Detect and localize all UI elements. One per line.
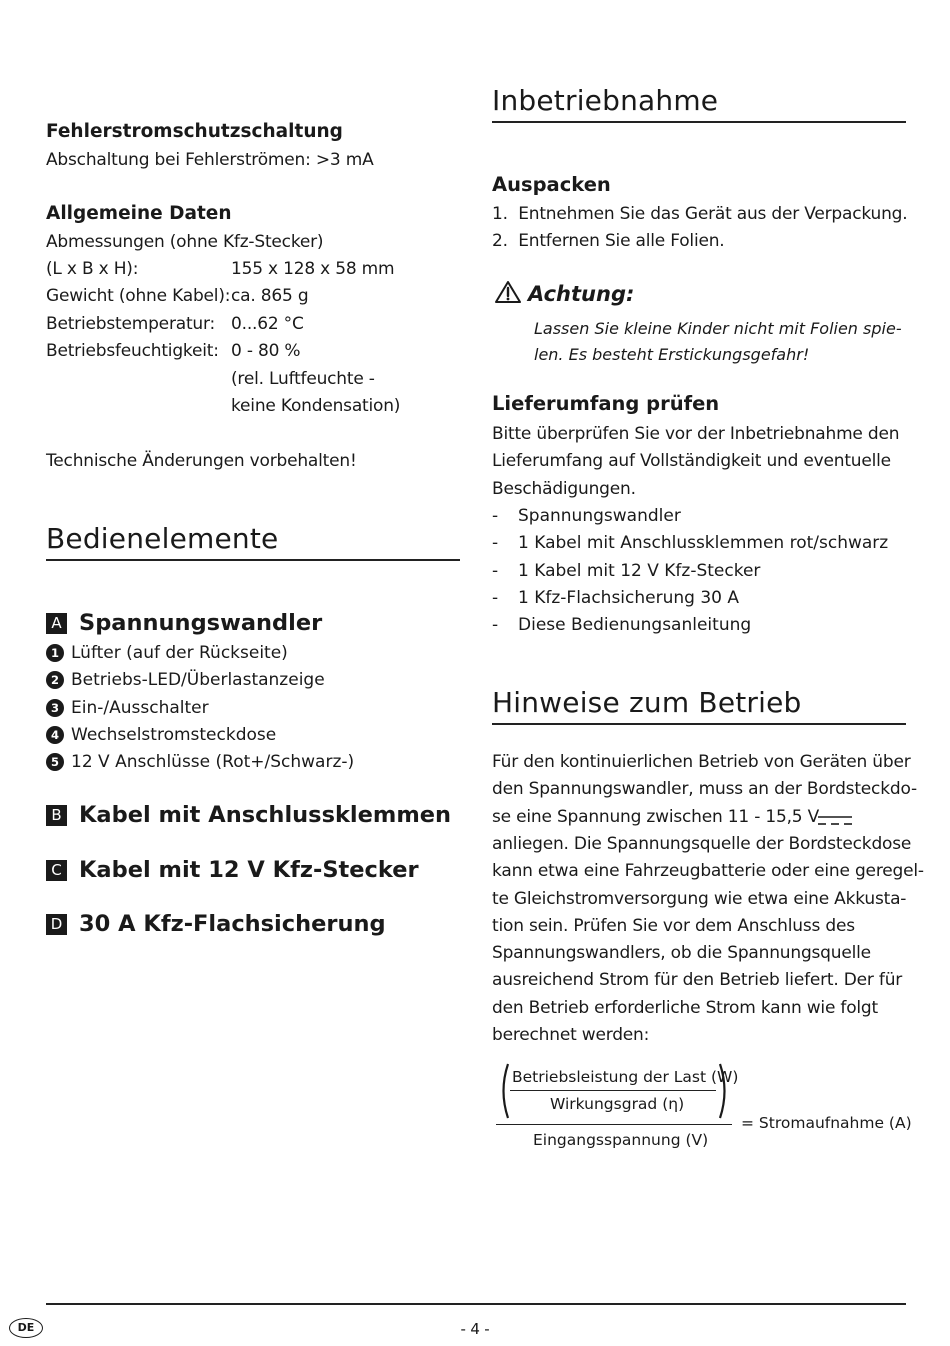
spec-value: 155 x 128 x 58 mm	[231, 259, 395, 279]
check-line: Beschädigungen.	[492, 478, 636, 499]
part-item	[46, 640, 288, 667]
fault-protection-title: Fehlerstromschutzschaltung	[46, 121, 343, 142]
fault-protection-text: Abschaltung bei Fehlerströmen: >3 mA	[46, 150, 374, 170]
spec-key: Gewicht (ohne Kabel):	[46, 286, 231, 307]
operation-line: se eine Spannung zwischen 11 - 15,5 V	[492, 806, 820, 827]
warning-icon	[494, 280, 522, 308]
section-b-label: Kabel mit Anschlussklemmen	[79, 802, 452, 828]
operation-line: berechnet werden:	[492, 1025, 650, 1045]
check-line: Bitte überprüfen Sie vor der Inbetriebnahme den	[492, 424, 900, 444]
section-a-title	[46, 609, 322, 637]
section-c-title	[46, 856, 419, 884]
startup-heading-rule	[492, 121, 906, 123]
contents-label: Spannungswandler	[518, 506, 681, 526]
check-contents-title: Lieferumfang prüfen	[492, 392, 720, 415]
general-data-title: Allgemeine Daten	[46, 203, 232, 224]
formula-denominator: Eingangsspannung (V)	[533, 1131, 709, 1149]
part-label: Betriebs-LED/Überlastanzeige	[71, 670, 325, 691]
section-d-label: 30 A Kfz-Flachsicherung	[79, 911, 386, 937]
unpack-step: 1. Entnehmen Sie das Gerät aus der Verpackung.	[492, 204, 908, 224]
spec-value: ca. 865 g	[231, 286, 309, 307]
operation-line: te Gleichstromversorgung wie etwa eine Akkusta-	[492, 888, 907, 909]
dimensions-label: Abmessungen (ohne Kfz-Stecker)	[46, 232, 324, 252]
operation-line: Für den kontinuierlichen Betrieb von Geräten über	[492, 752, 911, 772]
contents-label: Diese Bedienungsanleitung	[518, 615, 752, 636]
section-c-label: Kabel mit 12 V Kfz-Stecker	[79, 857, 419, 883]
contents-item	[492, 530, 888, 557]
operation-line: Spannungswandlers, ob die Spannungsquelle	[492, 943, 871, 964]
formula-main-fraction-line	[496, 1124, 732, 1125]
footer-rule	[46, 1303, 906, 1305]
section-a-label: Spannungswandler	[79, 610, 323, 636]
formula-inner-fraction-line	[510, 1090, 716, 1091]
operation-line: den Betrieb erforderliche Strom kann wie folgt	[492, 997, 878, 1018]
contents-label: 1 Kfz-Flachsicherung 30 A	[518, 587, 740, 608]
list-dash: -	[492, 533, 499, 554]
section-b-title	[46, 801, 451, 829]
part-label: Ein-/Ausschalter	[71, 697, 209, 718]
operation-line: ausreichend Strom für den Betrieb liefert. Der für	[492, 970, 903, 991]
spec-key: Betriebstemperatur:	[46, 313, 216, 334]
formula-bracket-left	[498, 1062, 510, 1124]
list-dash: -	[492, 506, 499, 526]
language-badge: DE	[9, 1318, 43, 1338]
warning-line: len. Es besteht Erstickungsgefahr!	[534, 345, 810, 364]
formula-result: = Stromaufnahme (A)	[741, 1114, 912, 1132]
contents-item	[492, 612, 751, 639]
spec-key: (L x B x H):	[46, 259, 139, 279]
list-dash: -	[492, 560, 499, 581]
part-number-icon: 5	[46, 753, 64, 771]
section-b-letter: B	[46, 805, 67, 826]
formula-numerator-top: Betriebsleistung der Last (W)	[512, 1068, 739, 1086]
formula-bracket-right	[718, 1062, 730, 1124]
part-number-icon: 1	[46, 644, 64, 662]
contents-item	[492, 585, 739, 612]
section-c-letter: C	[46, 860, 67, 881]
operation-heading-rule	[492, 723, 906, 725]
operation-line: kann etwa eine Fahrzeugbatterie oder eine geregel-	[492, 861, 924, 882]
part-item	[46, 722, 276, 749]
unpack-step: 2. Entfernen Sie alle Folien.	[492, 231, 725, 252]
list-dash: -	[492, 615, 499, 636]
part-item	[46, 667, 325, 694]
startup-heading: Inbetriebnahme	[492, 84, 719, 117]
list-dash: -	[492, 587, 499, 608]
operation-heading: Hinweise zum Betrieb	[492, 686, 802, 719]
contents-item	[492, 558, 760, 585]
contents-label: 1 Kabel mit Anschlussklemmen rot/schwarz	[518, 533, 889, 554]
operation-line: tion sein. Prüfen Sie vor dem Anschluss des	[492, 915, 855, 936]
section-d-letter: D	[46, 914, 67, 935]
technical-changes-note: Technische Änderungen vorbehalten!	[46, 451, 357, 471]
part-item	[46, 749, 354, 776]
formula-numerator-bottom: Wirkungsgrad (η)	[550, 1095, 685, 1113]
part-number-icon: 4	[46, 726, 64, 744]
controls-heading-rule	[46, 559, 460, 561]
operation-line: den Spannungswandler, muss an der Bordsteckdo-	[492, 779, 917, 800]
warning-title: Achtung:	[528, 282, 635, 306]
section-d-title	[46, 910, 386, 938]
part-label: 12 V Anschlüsse (Rot+/Schwarz-)	[71, 752, 355, 773]
contents-item	[492, 503, 681, 530]
spec-key: Betriebsfeuchtigkeit:	[46, 341, 219, 362]
spec-value: 0 - 80 %	[231, 341, 301, 362]
part-number-icon: 2	[46, 671, 64, 689]
page-number: - 4 -	[460, 1320, 490, 1338]
operation-line: anliegen. Die Spannungsquelle der Bordsteckdose	[492, 833, 912, 854]
warning-line: Lassen Sie kleine Kinder nicht mit Folien spie-	[534, 319, 902, 338]
part-label: Lüfter (auf der Rückseite)	[71, 643, 288, 663]
unpack-title: Auspacken	[492, 173, 611, 196]
section-a-letter: A	[46, 613, 67, 634]
contents-label: 1 Kabel mit 12 V Kfz-Stecker	[518, 560, 761, 581]
part-label: Wechselstromsteckdose	[71, 724, 277, 745]
check-line: Lieferumfang auf Vollständigkeit und eventuelle	[492, 451, 891, 472]
part-number-icon: 3	[46, 699, 64, 717]
spec-value: 0...62 °C	[231, 313, 304, 334]
spec-value: (rel. Luftfeuchte -	[231, 368, 375, 389]
controls-heading: Bedienelemente	[46, 522, 279, 555]
spec-value: keine Kondensation)	[231, 396, 401, 416]
dc-symbol-icon	[818, 812, 852, 831]
part-item	[46, 695, 209, 722]
